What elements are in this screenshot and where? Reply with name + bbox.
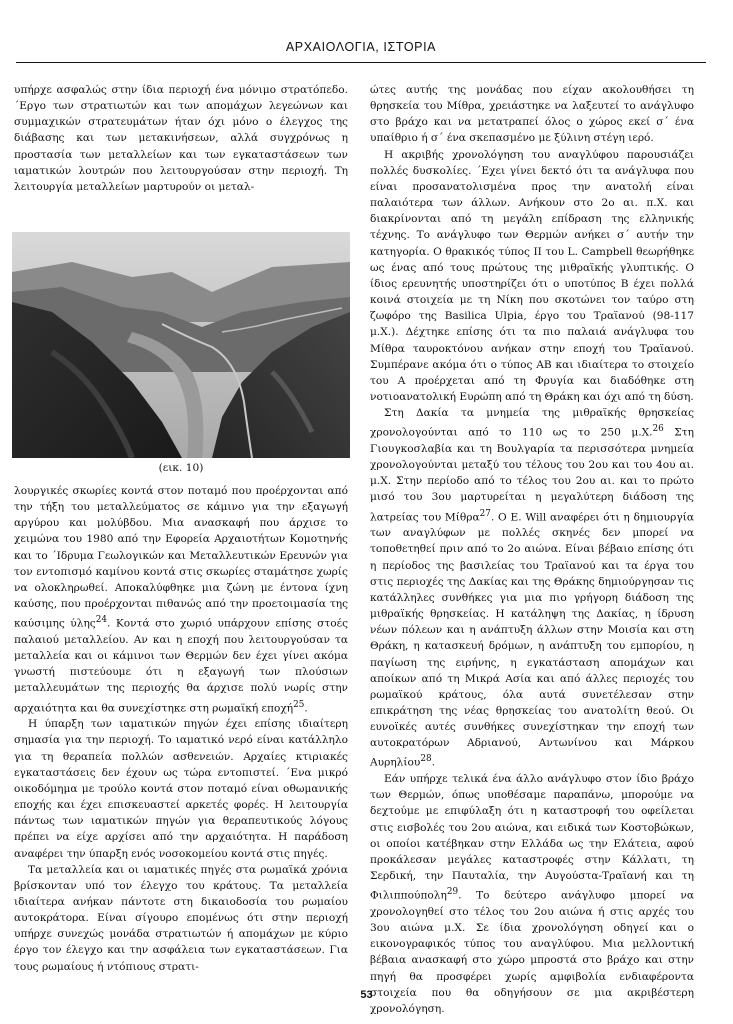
footnote-ref-27: 27: [479, 508, 491, 519]
right-column: [370, 82, 694, 1017]
left-paragraph-4: Τα μεταλλεία και οι ιαματικές πηγές στα ρωμαϊκά χρόνια βρίσκονταν υπό τον έλεγχο του κράτους. Τα μεταλλεία ιδιαίτερα ανήκαν πάντοτε στη δικαιοδοσία του ρωμαίου αυτοκράτορα. Είναι σίγουρο επομένως ότι στην περιοχή υπήρχε συνεχώς μονάδα στρατιωτών ή απομάχων με κύριο έργο τον έλεγχο και την ασφάλεια των εγκαταστάσεων. Για τους ρωμαίους ή ντόπιους στρατι-: [14, 863, 348, 973]
figure-caption: (εικ. 10): [158, 462, 204, 474]
footnote-ref-25: 25: [293, 699, 305, 710]
left-paragraph-1: υπήρχε ασφαλώς στην ίδια περιοχή ένα μόνιμο στρατόπεδο. ΄Εργο των στρατιωτών και των απομάχων λεγεώνων και συμμαχικών στρατευμάτων ήταν όχι μόνο ο έλεγχος της διάβασης και των μετακινήσεων, αλλά συγχρόνως η προστασία των μεταλλείων και των εγκαταστάσεων των ιαματικών λουτρών που λειτουργούσαν στην περιοχή. Τη λειτουργία μεταλλείων μαρτυρούν οι μεταλ-: [14, 84, 348, 193]
running-header: ΑΡΧΑΙΟΛΟΓΙΑ, ΙΣΤΟΡΙΑ: [285, 40, 437, 54]
left-paragraph-2: λουργικές σκωρίες κοντά στον ποταμό που προέρχονται από την τήξη του μεταλλεύματος σε κάμινο για την εξαγωγή αργύρου και μολύβδου. Μια ανασκαφή που άρχισε το χειμώνα του 1980 από την Εφορεία Αρχαιοτήτων Κομοτηνής και το ΄Ιδρυμα Γεωλογικών και Μεταλλευτικών Ερευνών για τον εντοπισμό καμίνου κοντά στις σκωρίες σταμάτησε χωρίς να ολοκληρωθεί. Αποκαλύφθηκε μια ζώνη με έντονα ίχνη καύσης, που προέρχονται πιθανώς από την προετοιμασία της καύσιμης ύλης$^{24}$. Κοντά στο χωριό υπάρχουν επίσης στοές παλαιού μεταλλείου. Αν και η εποχή που λειτουργούσαν τα μεταλλεία και οι κάμινοι των Θερμών δεν έχει γίνει ακόμα γνωστή πιστεύουμε ότι η εξαγωγή των πλούσιων μεταλλευμάτων της περιοχής θα άρχισε πολύ νωρίς στην αρχαιότητα και θα συνεχίστηκε στη ρωμαϊκή εποχή$^{25}$.: [14, 485, 348, 715]
right-paragraph-4-text-a: Εάν υπήρχε τελικά ένα άλλο ανάγλυφο στον ίδιο βράχο των Θερμών, όπως υποθέσαμε παραπάνω, μπορούμε να δεχτούμε με επιφύλαξη ότι η καταστροφή του οφείλεται στις εισβολές του 2ου αιώνα, και ειδικά των Κοστοβώκων, οι οποίοι κατέβηκαν στην Ελλάδα ως την Ελάτεια, αφού προκάλεσαν μεγάλες καταστροφές στην Κάλλατι, τη Σερδική, την Παυταλία, την Αυγούστα-Τραϊανή και τη Φιλιππούπολη: [370, 773, 694, 902]
footnote-ref-29: 29: [446, 887, 459, 898]
right-paragraph-4-text-b: . Το δεύτερο ανάγλυφο μπορεί να χρονολογηθεί στο τέλος του 2ου αιώνα ή στις αρχές του 3ου αιώνα μ.Χ. Σε ίδια χρονολόγηση οδηγεί και ο εικονογραφικός τύπος του αναγλύφου. Μια μελλοντική βέβαια ανασκαφή στο χώρο μπροστά στο βράχο και στην πηγή θα προσφέρει χωρίς αμφιβολία ενδιαφέροντα στοιχεία που θα οδηγήσουν σε μια ακριβέστερη χρονολόγηση.: [370, 889, 694, 1015]
landscape-photo: [12, 232, 350, 458]
header-rule: [16, 62, 706, 63]
right-paragraph-3-text-c: . Ο E. Will αναφέρει ότι η δημιουργία των αναγλύφων με πολλές σκηνές δεν μπορεί να τοποθετηθεί πριν από το 2ο αιώνα. Είναι βέβαιο επίσης ότι η περίοδος της βασιλείας του Τραϊανού και τα έργα του στις περιοχές της Δακίας και της Θράκης δημιούργησαν τις κατάλληλες συνθήκες για μια πιο γρήγορη διάδοση της μιθραϊκής θρησκείας. Η κατάληψη της Δακίας, η ίδρυση νέων πόλεων και η ανάπτυξη άλλων στην Μοισία και στη Θράκη, η κατασκευή δρόμων, η ανάπτυξη του εμπορίου, η παγίωση της ειρήνης, η εγκατάσταση απομάχων και αποίκων από τη Μικρά Ασία και από άλλες περιοχές του ρωμαϊκού κράτους, όλα αυτά συνετέλεσαν στην επικράτηση της νέας θρησκείας του ανατολίτη θεού. Οι ευνοϊκές αυτές συνθήκες συνεχίστηκαν την εποχή των αυτοκρατόρων Αδριανού, Αντωνίνου και Μάρκου Αυρηλίου: [370, 511, 694, 769]
footnote-ref-24: 24: [95, 615, 107, 626]
left-column-top: [14, 82, 348, 195]
right-paragraph-1: ώτες αυτής της μονάδας που είχαν ακολουθήσει τη θρησκεία του Μίθρα, χρειάστηκε να λαξευτεί το ανάγλυφο στο βράχο και να μετατραπεί όλος ο χώρος εκεί σ΄ ένα υπαίθριο ή σ΄ ένα σκεπασμένο με ξύλινη στέγη ιερό.: [370, 84, 694, 145]
right-paragraph-2: Η ακριβής χρονολόγηση του αναγλύφου παρουσιάζει πολλές δυσκολίες. ΄Εχει γίνει δεκτό ότι τα ανάγλυφα που είναι προσανατολισμένα προς την ανατολή είναι παλαιότερα των άλλων. Ανήκουν στο 2ο αι. π.Χ. και διακρίνονται από τη μεγάλη επίδραση της ελληνικής τέχνης. Το ανάγλυφο των Θερμών ανήκει σ΄ αυτήν την κατηγορία. Ο θρακικός τύπος ΙΙ του L. Campbell θεωρήθηκε ως ένας από τους πρώτους της μιθραϊκής γλυπτικής. Ο ίδιος ερευνητής υποστηρίζει ότι ο υποτύπος Β έχει πολλά κοινά στοιχεία με τη Νίκη που σκοτώνει τον ταύρο στη ζωφόρο της Basilica Ulpia, έργο του Τραϊανού (98-117 μ.Χ.). Δέχτηκε επίσης ότι τα πιο παλαιά ανάγλυφα του Μίθρα ταυροκτόνου ανήκαν στην εποχή του Τραϊανού. Συμπέρανε ακόμα ότι ο τύπος ΑΒ και ιδιαίτερα το στοιχείο του Α προέρχεται από τη Φρυγία και διαδόθηκε στη νοτιοανατολική Ευρώπη από τη Θράκη και όχι από τη δύση.: [370, 148, 694, 403]
right-paragraph-3: Στη Δακία τα μνημεία της μιθραϊκής θρησκείας χρονολογούνται από το 110 ως το 250 μ.Χ.$^{26}$ Στη Γιουγκοσλαβία και τη Βουλγαρία τα περισσότερα μνημεία χρονολογούνται μεταξύ του τέλους του 2ου και του 4ου αι. μ.Χ. Στην περίοδο από το τέλος του 2ου αι. και το πρώτο μισό του 3ου μαρτυρείται η μεγαλύτερη διάδοση της λατρείας του Μίθρα$^{27}$. Ο E. Will αναφέρει ότι η δημιουργία των αναγλύφων με πολλές σκηνές δεν μπορεί να τοποθετηθεί πριν από το 2ο αιώνα. Είναι βέβαιο επίσης ότι η περίοδος της βασιλείας του Τραϊανού και τα έργα του στις περιοχές της Δακίας και της Θράκης δημιούργησαν τις κατάλληλες συνθήκες για μια πιο γρήγορη διάδοση της μιθραϊκής θρησκείας. Η κατάληψη της Δακίας, η ίδρυση νέων πόλεων και η ανάπτυξη άλλων στην Μοισία και στη Θράκη, η κατασκευή δρόμων, η ανάπτυξη του εμπορίου, η παγίωση της ειρήνης, η εγκατάσταση απομάχων και αποίκων από τη Μικρά Ασία και από άλλες περιοχές του ρωμαϊκού κράτους, όλα αυτά συνετέλεσαν στην επικράτηση της νέας θρησκείας του ανατολίτη θεού. Οι ευνοϊκές αυτές συνθήκες συνεχίστηκαν την εποχή των αυτοκρατόρων Αδριανού, Αντωνίνου και Μάρκου Αυρηλίου$^{28}$.: [370, 407, 694, 769]
left-column-bottom: [14, 483, 348, 975]
left-paragraph-3: Η ύπαρξη των ιαματικών πηγών έχει επίσης ιδιαίτερη σημασία για την περιοχή. Το ιαματικό νερό είναι κατάλληλο για τη θεραπεία πολλών ασθενειών. Αρχαίες κτιριακές εγκαταστάσεις δεν έχουν ως τώρα εντοπιστεί. ΄Ενα μικρό οικοδόμημα με τρούλο κοντά στον ποταμό είναι οθωμανικής εποχής και έχει επισκευαστεί αρκετές φορές. Η λειτουργία πάντως των ιαματικών πηγών για θεραπευτικούς λόγους πρέπει να είχε αρχίσει από την αρχαιότητα. Η παράδοση αναφέρει την ύπαρξη ενός νοσοκομείου κοντά στις πηγές.: [14, 718, 348, 860]
page-number: 53: [360, 989, 373, 1001]
right-paragraph-3-text-a: Στη Δακία τα μνημεία της μιθραϊκής θρησκείας χρονολογούνται από το 110 ως το 250 μ.Χ.: [370, 407, 694, 439]
left-paragraph-2-text-a: λουργικές σκωρίες κοντά στον ποταμό που προέρχονται από την τήξη του μεταλλεύματος σε κάμινο για την εξαγωγή αργύρου και μολύβδου. Μια ανασκαφή που άρχισε το χειμώνα του 1980 από την Εφορεία Αρχαιοτήτων Κομοτηνής και το ΄Ιδρυμα Γεωλογικών και Μεταλλευτικών Ερευνών για τον εντοπισμό καμίνου κοντά στις σκωρίες σταμάτησε χωρίς να ολοκληρωθεί. Αποκαλύφθηκε μια ζώνη με έντονα ίχνη καύσης, που προέρχονται πιθανώς από την προετοιμασία της καύσιμης ύλης: [14, 485, 348, 630]
left-paragraph-2-text-b: . Κοντά στο χωριό υπάρχουν επίσης στοές παλαιού μεταλλείου. Αν και η εποχή που λειτουργούσαν τα μεταλλεία και οι κάμινοι των Θερμών δεν έχει γίνει ακόμα γνωστή πιστεύουμε ότι η εξαγωγή των πλούσιων μεταλλευμάτων της περιοχής θα άρχισε πολύ νωρίς στην αρχαιότητα και θα συνεχίστηκε στη ρωμαϊκή εποχή: [14, 617, 348, 715]
valley-photo-image: [12, 232, 350, 458]
right-paragraph-4: [370, 771, 694, 1017]
right-paragraph-3-text-b: Στη Γιουγκοσλαβία και τη Βουλγαρία τα περισσότερα μνημεία χρονολογούνται μεταξύ του τέλους του 2ου και του 4ου αι. μ.Χ. Στην περίοδο από το τέλος του 2ου αι. και το πρώτο μισό του 3ου μαρτυρείται η μεγαλύτερη διάδοση της λατρείας του Μίθρα: [370, 426, 694, 524]
footnote-ref-26: 26: [652, 424, 664, 435]
footnote-ref-28: 28: [420, 754, 432, 765]
